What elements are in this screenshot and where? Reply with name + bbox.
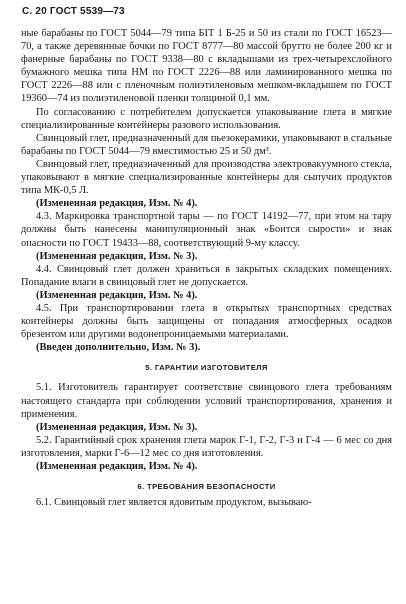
amendment-note: (Измененная редакция, Изм. № 4).	[36, 461, 198, 472]
paragraph-packaging-continued: ные барабаны по ГОСТ 5044—79 типа БIТ 1 Б-25 и 50 из стали по ГОСТ 16523—70, а также деревянные бочки по ГОСТ 8777—80 массой брутто не более 200 кг и фанерные барабаны по ГОСТ 9338—80 с вкладышами из трех-четырехслойного бумажного мешка типа НМ по ГОСТ 2226—88 или ламинированного мешка по ГОСТ 2226—88 или с пленочным полиэтиленовым мешком-вкладышем по ГОСТ 19360—74 из полиэтиленовой пленки толщиной 0,1 мм.	[21, 28, 392, 105]
document-body	[21, 27, 392, 509]
amendment-note: (Измененная редакция, Изм. № 4).	[36, 289, 198, 301]
paragraph-5-2: 5.2. Гарантийный срок хранения глета марок Г-1, Г-2, Г-3 и Г-4 — 6 мес со дня изготовления, марки Г-6—12 мес со дня изготовления.	[21, 434, 392, 459]
paragraph-4-3: 4.3. Маркировка транспортной тары — по ГОСТ 14192—77, при этом на тару должны быть нанесены манипуляционный знак «Боится сырости» и знак опасности по ГОСТ 19433—88, соответствующий 9-му классу.	[21, 211, 392, 249]
page-header: С. 20 ГОСТ 5539—73	[22, 6, 125, 17]
paragraph-4-4: 4.4. Свинцовый глет должен храниться в закрытых складских помещениях. Попадание влаги в свинцовый глет не допускается.	[21, 263, 392, 288]
paragraph-6-1: 6.1. Свинцовый глет является ядовитым продуктом, вызываю-	[36, 497, 312, 509]
paragraph-piezoceramics: Свинцовый глет, предназначенный для пьезокерамики, упаковывают в стальные барабаны по ГОСТ 5044—79 вместимостью 25 и 50 дм³.	[21, 132, 392, 157]
paragraph-soft-containers: По согласованию с потребителем допускается упаковывание глета в мягкие специализированные контейнеры разового использования.	[21, 106, 392, 131]
amendment-note: (Измененная редакция, Изм. № 4).	[36, 198, 198, 210]
section-heading-6: 6. ТРЕБОВАНИЯ БЕЗОПАСНОСТИ	[137, 482, 276, 492]
paragraph-electrovacuum-glass: Свинцовый глет, предназначенный для производства электровакуумного стекла, упаковывают в мягкие специализированные контейнеры для сыпучих продуктов типа МК-0,5 Л.	[21, 158, 392, 197]
paragraph-5-1: 5.1. Изготовитель гарантирует соответствие свинцового глета требованиям настоящего стандарта при соблюдении условий транспортирования, хранения и применения.	[21, 382, 392, 420]
amendment-note: (Измененная редакция, Изм. № 3).	[36, 421, 198, 433]
amendment-note: (Измененная редакция, Изм. № 3).	[36, 250, 198, 262]
amendment-note: (Введен дополнительно, Изм. № 3).	[36, 342, 201, 354]
paragraph-4-5: 4.5. При транспортировании глета в открытых транспортных средствах контейнеры должны быть защищены от попадания атмосферных осадков брезентом или другими водонепроницаемыми материалами.	[21, 302, 392, 341]
section-heading-5: 5. ГАРАНТИИ ИЗГОТОВИТЕЛЯ	[145, 363, 268, 373]
